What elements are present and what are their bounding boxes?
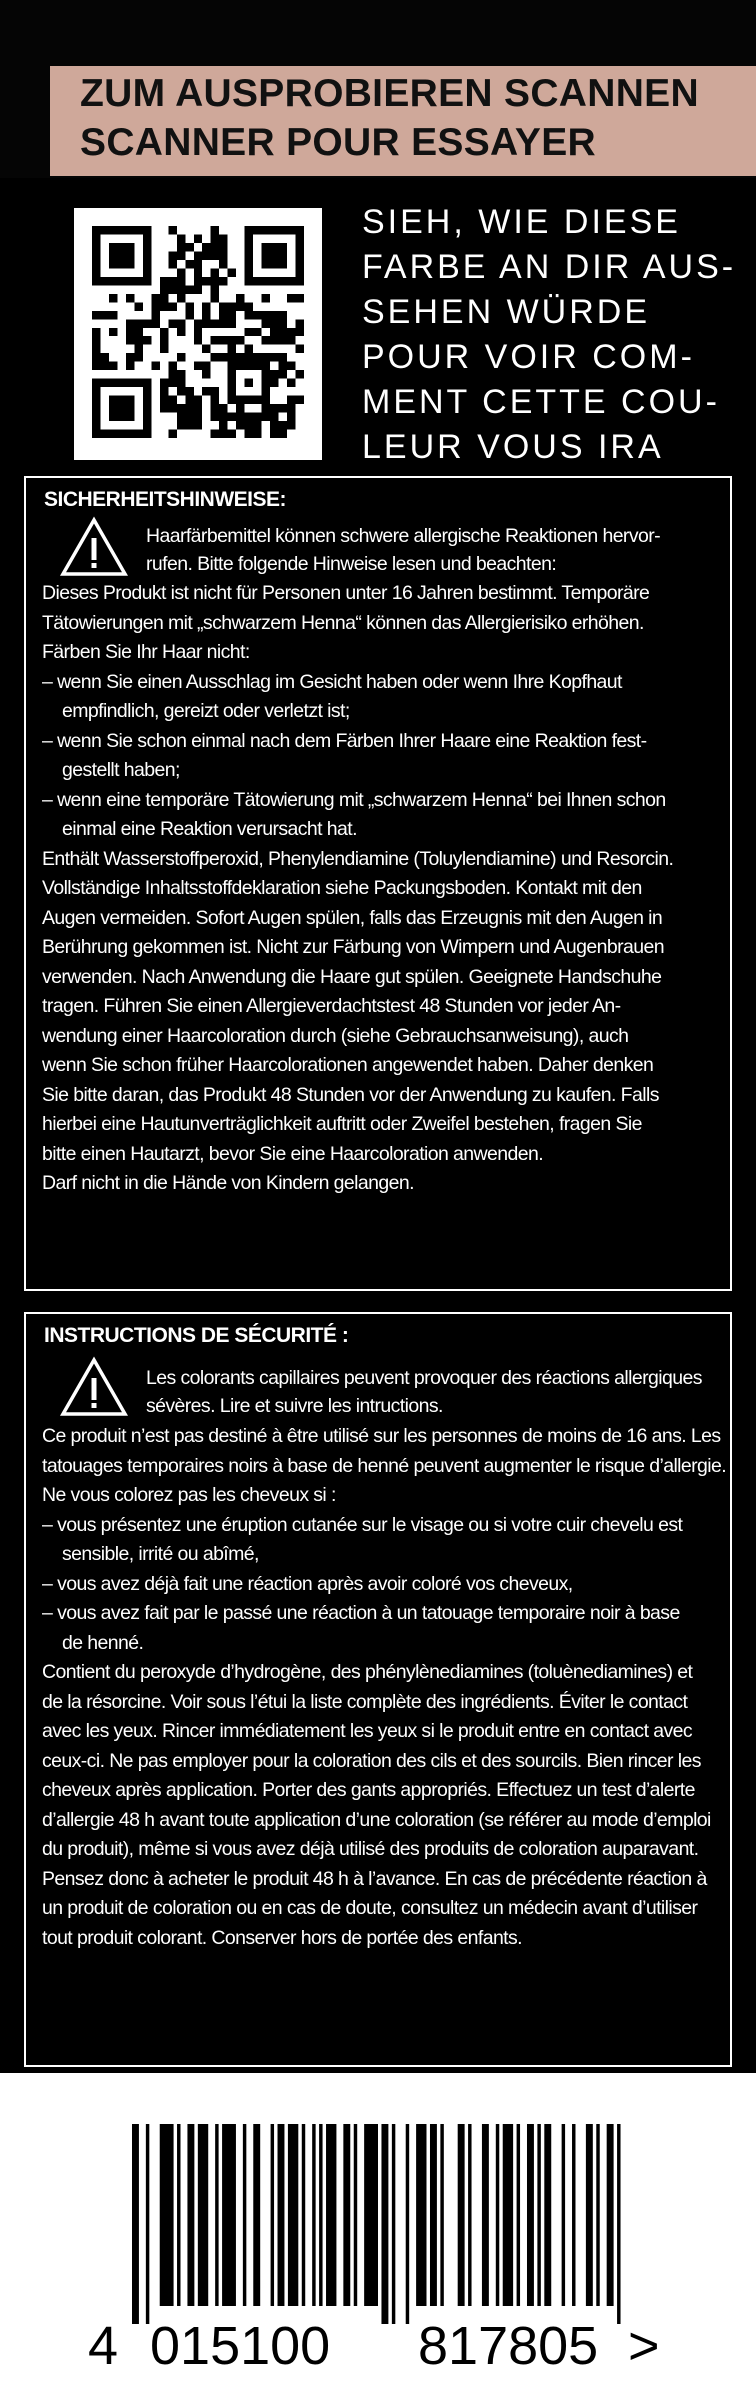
banner-title-de: ZUM AUSPROBIEREN SCANNEN [80, 72, 699, 115]
barcode-digits-right: 817805 [418, 2316, 599, 2376]
barcode-bar [222, 2124, 236, 2306]
barcode-bar [288, 2124, 298, 2306]
barcode-bar [198, 2124, 208, 2306]
barcode-bar [343, 2124, 350, 2306]
text-line: tatouages temporaires noirs à base de henné peuvent augmenter le risque d’allergie. [42, 1454, 727, 1477]
barcode-bar [326, 2124, 336, 2306]
safety-title-de: SICHERHEITSHINWEISE: [44, 488, 287, 511]
barcode-arrow: > [628, 2316, 660, 2376]
barcode-bar [562, 2124, 565, 2306]
text-line: Tätowierungen mit „schwarzem Henna“ können das Allergierisiko erhöhen. [42, 611, 644, 634]
barcode-bar [617, 2124, 620, 2324]
text-line: Berührung gekommen ist. Nicht zur Färbung von Wimpern und Augenbrauen [42, 936, 664, 958]
warning-triangle-icon [60, 516, 128, 578]
text-line: Dieses Produkt ist nicht für Personen unter 16 Jahren bestimmt. Temporäre [42, 582, 650, 604]
barcode-bar [482, 2124, 489, 2306]
barcode-bar [392, 2124, 395, 2324]
barcode-bar [215, 2124, 218, 2306]
try-on-text [362, 200, 742, 470]
barcode-bar [496, 2124, 499, 2306]
text-line: verwenden. Nach Anwendung die Haare gut spülen. Geeignete Handschuhe [42, 965, 662, 988]
barcode-bar [364, 2124, 378, 2306]
intro-line: sévères. Lire et suivre les intructions. [146, 1395, 443, 1417]
barcode-bar [312, 2124, 315, 2306]
barcode-bar [132, 2124, 139, 2324]
barcode-bar [160, 2124, 174, 2306]
text-line: Ne vous colorez pas les cheveux si : [42, 1484, 336, 1506]
text-line: – wenn Sie schon einmal nach dem Färben Ihrer Haare eine Reaktion fest- [42, 729, 647, 752]
text-line: Sie bitte daran, das Produkt 48 Stunden vor der Anwendung zu kaufen. Falls [42, 1083, 659, 1106]
text-line: wendung einer Haarcoloration durch (siehe Gebrauchsanweisung), auch [42, 1024, 629, 1047]
text-line: hierbei eine Hautunverträglichkeit auftritt oder Zweifel bestehen, fragen Sie [42, 1113, 642, 1135]
text-line: einmal eine Reaktion verursacht hat. [62, 818, 357, 840]
try-on-line: LEUR VOUS IRA [362, 428, 664, 466]
text-line: bitte einen Hautarzt, bevor Sie eine Haarcoloration anwenden. [42, 1142, 544, 1165]
safety-box-de [24, 476, 732, 1291]
safety-box-fr [24, 1312, 732, 2067]
text-line: – vous avez fait par le passé une réaction à un tatouage temporaire noir à base [42, 1602, 680, 1624]
intro-line: Haarfärbemittel können schwere allergische Reaktionen hervor- [146, 525, 661, 547]
barcode-bar [381, 2124, 388, 2324]
intro-line: Les colorants capillaires peuvent provoquer des réactions allergiques [146, 1367, 702, 1389]
try-on-line: FARBE AN DIR AUS- [362, 248, 737, 286]
text-line: Augen vermeiden. Sofort Augen spülen, falls das Erzeugnis mit den Augen in [42, 906, 663, 929]
text-line: – vous présentez une éruption cutanée sur le visage ou si votre cuir chevelu est [42, 1513, 683, 1536]
text-line: de la résorcine. Voir sous l’étui la liste complète des ingrédients. Éviter le contact [42, 1690, 688, 1713]
text-line: cheveux après application. Porter des gants appropriés. Effectuez un test d’alerte [42, 1779, 695, 1801]
text-line: d’allergie 48 h avant toute application d’une coloration (se référer au mode d’emploi [42, 1808, 711, 1831]
barcode-bar [177, 2124, 180, 2306]
barcode-bar [544, 2124, 551, 2306]
try-on-line: MENT CETTE COU- [362, 383, 720, 421]
barcode-bar [517, 2124, 520, 2306]
banner-title-fr: SCANNER POUR ESSAYER [80, 121, 597, 164]
barcode-bar [354, 2124, 357, 2306]
barcode-bar [537, 2124, 540, 2306]
text-line: Darf nicht in die Hände von Kindern gelangen. [42, 1172, 414, 1194]
text-line: – vous avez déjà fait une réaction après avoir coloré vos cheveux, [42, 1572, 573, 1595]
text-line: avec les yeux. Rincer immédiatement les yeux si le produit entre en contact avec [42, 1720, 693, 1742]
barcode-bar [458, 2124, 465, 2306]
warning-triangle-icon [60, 1356, 128, 1418]
barcode-bar [278, 2124, 285, 2306]
barcode-bar [607, 2124, 614, 2306]
barcode-bars [132, 2124, 624, 2324]
barcode-bar [187, 2124, 194, 2306]
intro-line: rufen. Bitte folgende Hinweise lesen und beachten: [146, 553, 557, 575]
barcode-bar [416, 2124, 426, 2306]
text-line: du produit), même si vous avez déjà utilisé des produits de coloration auparavant. [42, 1838, 699, 1860]
safety-intro-de [146, 522, 716, 578]
barcode-bar [243, 2124, 246, 2306]
text-line: Ce produit n’est pas destiné à être utilisé sur les personnes de moins de 16 ans. Les [42, 1425, 721, 1447]
safety-text-fr [42, 1422, 732, 1953]
text-line: empfindlich, gereizt oder verletzt ist; [62, 700, 350, 722]
barcode-digit-first: 4 [88, 2316, 119, 2376]
barcode-bar [253, 2124, 260, 2306]
barcode-bar [596, 2124, 599, 2306]
qr-code[interactable] [74, 208, 322, 460]
qr-code-icon [92, 226, 304, 438]
try-on-line: SEHEN WÜRDE [362, 293, 651, 331]
barcode-bar [572, 2124, 575, 2306]
text-line: sensible, irrité ou abîmé, [62, 1543, 259, 1565]
text-line: Contient du peroxyde d’hydrogène, des phénylènediamines (toluènediamines) et [42, 1661, 693, 1683]
try-on-line: POUR VOIR COM- [362, 338, 695, 376]
safety-title-fr: INSTRUCTIONS DE SÉCURITÉ : [44, 1324, 349, 1347]
barcode-bar [271, 2124, 274, 2306]
text-line: Enthält Wasserstoffperoxid, Phenylendiamine (Toluylendiamine) und Resorcin. [42, 847, 674, 870]
text-line: Pensez donc à acheter le produit 48 h à l’avance. En cas de précédente réaction à [42, 1867, 707, 1890]
barcode-bar [146, 2124, 149, 2324]
text-line: gestellt haben; [62, 759, 180, 781]
barcode-bar [406, 2124, 409, 2324]
try-on-line: SIEH, WIE DIESE [362, 203, 681, 241]
barcode-bar [527, 2124, 534, 2306]
text-line: ceux-ci. Ne pas employer pour la coloration des cils et des sourcils. Bien rincer les [42, 1749, 701, 1772]
safety-text-de [42, 579, 732, 1199]
text-line: de henné. [62, 1631, 144, 1654]
text-line: un produit de coloration ou en cas de doute, consultez un médecin avant d’utiliser [42, 1897, 698, 1919]
barcode-bar [440, 2124, 443, 2306]
text-line: Färben Sie Ihr Haar nicht: [42, 641, 250, 663]
safety-intro-fr [146, 1364, 716, 1420]
text-line: – wenn eine temporäre Tätowierung mit „schwarzem Henna“ bei Ihnen schon [42, 788, 666, 811]
barcode [0, 2073, 756, 2400]
barcode-bar [430, 2124, 437, 2306]
barcode-bar [503, 2124, 513, 2306]
text-line: – wenn Sie einen Ausschlag im Gesicht haben oder wenn Ihre Kopfhaut [42, 670, 622, 693]
text-line: Vollständige Inhaltsstoffdeklaration siehe Packungsboden. Kontakt mit den [42, 877, 642, 899]
barcode-bar [302, 2124, 305, 2306]
barcode-bar [586, 2124, 593, 2306]
text-line: tout produit colorant. Conserver hors de portée des enfants. [42, 1926, 522, 1949]
text-line: tragen. Führen Sie einen Allergieverdachtstest 48 Stunden vor jeder An- [42, 995, 621, 1017]
barcode-bar [319, 2124, 322, 2306]
text-line: wenn Sie schon früher Haarcolorationen angewendet haben. Daher denken [42, 1054, 654, 1076]
barcode-digits-left: 015100 [150, 2316, 331, 2376]
barcode-bar [468, 2124, 471, 2306]
